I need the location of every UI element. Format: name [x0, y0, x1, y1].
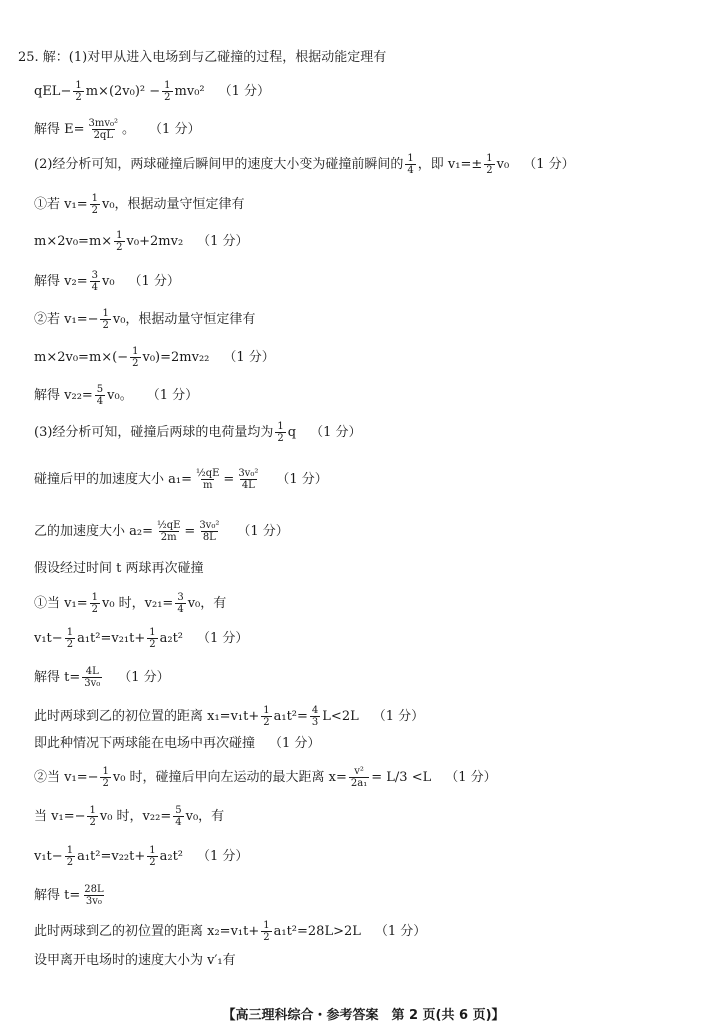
- fraction: [349, 766, 369, 789]
- fraction: [82, 666, 102, 689]
- solution-line: [34, 920, 707, 943]
- formula-middle: a₁t²=v₂₂t+: [77, 848, 146, 864]
- fraction-denominator: 2: [132, 358, 139, 369]
- formula-left: 解得 t=: [34, 669, 81, 685]
- fraction-numerator: 3: [177, 592, 184, 603]
- fraction-denominator: 3: [311, 717, 319, 728]
- fraction-denominator: 8L: [202, 532, 216, 543]
- solution-line: [34, 666, 707, 689]
- fraction-denominator: 2: [277, 433, 284, 444]
- solution-line: [18, 50, 707, 66]
- score-mark: （1 分）: [445, 769, 497, 785]
- formula-left: 解得 E=: [34, 121, 85, 137]
- fraction: [261, 920, 271, 943]
- fraction: [194, 468, 221, 491]
- score-mark: （1 分）: [310, 424, 362, 440]
- fraction-numerator: ½qE: [196, 468, 220, 479]
- formula-left: qEL−: [34, 83, 72, 99]
- formula-left: 当 v₁=−: [34, 808, 86, 824]
- score-mark: （1 分）: [197, 630, 249, 646]
- formula-left: v₁t−: [34, 630, 63, 646]
- fraction: [310, 705, 320, 728]
- line-text: 假设经过时间 t 两球再次碰撞: [34, 561, 204, 576]
- solution-line: [34, 520, 707, 543]
- fraction-numerator: 1: [91, 193, 98, 204]
- formula-left: 碰撞后甲的加速度大小 a₁=: [34, 471, 192, 487]
- solution-line: [34, 421, 707, 444]
- score-mark: （1 分）: [197, 233, 249, 249]
- fraction-numerator: 1: [116, 230, 123, 241]
- formula-middle: =: [184, 523, 196, 539]
- fraction-denominator: 4: [407, 165, 414, 176]
- formula-middle: v₀ 时，v₂₁=: [101, 595, 174, 611]
- solution-line: [34, 193, 707, 216]
- solution-line: [34, 953, 707, 969]
- fraction-numerator: v²: [354, 766, 364, 777]
- solution-line: [34, 705, 707, 728]
- score-mark: （1 分）: [197, 848, 249, 864]
- fraction-numerator: 3mv₀²: [88, 118, 119, 129]
- formula-right: a₂t²: [159, 848, 184, 864]
- formula-left: (2)经分析可知，两球碰撞后瞬间甲的速度大小变为碰撞前瞬间的: [34, 156, 404, 172]
- fraction: [155, 520, 182, 543]
- fraction-numerator: 3: [91, 270, 98, 281]
- score-mark: （1 分）: [118, 669, 170, 685]
- formula-left: 乙的加速度大小 a₂=: [34, 523, 153, 539]
- fraction-numerator: 4: [311, 705, 319, 716]
- formula-left: ①当 v₁=: [34, 595, 88, 611]
- line-text: 设甲离开电场时的速度大小为 v′₁有: [34, 953, 236, 968]
- fraction: [87, 805, 97, 828]
- fraction: [175, 592, 185, 615]
- formula-right: v₀，有: [185, 808, 225, 824]
- fraction-numerator: 1: [102, 766, 109, 777]
- formula-left: ②当 v₁=−: [34, 769, 99, 785]
- formula-left: 解得 v₂₂=: [34, 387, 93, 403]
- fraction-denominator: 2: [486, 165, 493, 176]
- fraction-denominator: 2: [66, 857, 74, 868]
- formula-right: v₀，根据动量守恒定律有: [101, 196, 245, 212]
- fraction-numerator: 1: [263, 920, 270, 931]
- fraction: [173, 805, 183, 828]
- fraction-denominator: 2: [66, 639, 74, 650]
- fraction: [484, 153, 494, 176]
- solution-line: [34, 592, 707, 615]
- fraction: [90, 270, 100, 293]
- fraction-numerator: 5: [96, 384, 104, 395]
- fraction-numerator: 1: [263, 705, 270, 716]
- fraction-denominator: 2: [91, 205, 98, 216]
- formula-left: m×2v₀=m×: [34, 233, 113, 249]
- formula-right: v₀，有: [187, 595, 227, 611]
- fraction: [95, 384, 105, 407]
- score-mark: （1 分）: [523, 156, 575, 172]
- fraction: [114, 230, 124, 253]
- fraction: [147, 845, 157, 868]
- formula-left: (3)经分析可知，碰撞后两球的电荷量均为: [34, 424, 274, 440]
- score-mark: （1 分）: [374, 923, 427, 939]
- fraction-numerator: 1: [407, 153, 414, 164]
- fraction-numerator: 1: [486, 153, 493, 164]
- fraction: [147, 627, 157, 650]
- fraction-numerator: 1: [164, 80, 171, 91]
- fraction-denominator: 2: [263, 717, 270, 728]
- fraction-numerator: 1: [75, 80, 82, 91]
- fraction-numerator: 1: [66, 845, 74, 856]
- page-footer: 【高三理科综合・参考答案 第 2 页(共 6 页)】: [222, 1008, 505, 1023]
- solution-line: [34, 736, 707, 752]
- fraction-denominator: 2: [91, 604, 98, 615]
- formula-left: 此时两球到乙的初位置的距离 x₁=v₁t+: [34, 708, 260, 724]
- solution-line: [34, 346, 707, 369]
- formula-right: = L/3 <L: [371, 769, 432, 785]
- solution-line: [34, 270, 707, 293]
- fraction-denominator: 2: [102, 778, 109, 789]
- formula-right: v₀，根据动量守恒定律有: [112, 311, 256, 327]
- fraction: [90, 592, 100, 615]
- fraction-denominator: 2a₁: [350, 778, 368, 789]
- score-mark: （1 分）: [237, 523, 289, 539]
- formula-right: a₂t²: [159, 630, 184, 646]
- fraction: [73, 80, 83, 103]
- fraction-numerator: 1: [91, 592, 98, 603]
- fraction-denominator: 4: [177, 604, 184, 615]
- fraction-numerator: 3v₀²: [199, 520, 220, 531]
- fraction-denominator: 3v₀: [85, 896, 102, 907]
- fraction-numerator: 1: [277, 421, 284, 432]
- fraction: [100, 766, 110, 789]
- formula-right: v₀+2mv₂: [126, 233, 184, 249]
- fraction: [82, 884, 105, 907]
- fraction-denominator: 2: [263, 932, 270, 943]
- formula-left: ②若 v₁=−: [34, 311, 99, 327]
- fraction: [275, 421, 285, 444]
- fraction-denominator: 2: [164, 92, 171, 103]
- fraction: [197, 520, 221, 543]
- fraction: [405, 153, 415, 176]
- fraction: [162, 80, 172, 103]
- fraction-numerator: 1: [132, 346, 139, 357]
- score-mark: （1 分）: [223, 349, 275, 365]
- solution-line: [34, 308, 707, 331]
- score-mark: （1 分）: [276, 471, 328, 487]
- formula-middle: a₁t²=: [273, 708, 308, 724]
- formula-left: ①若 v₁=: [34, 196, 88, 212]
- fraction-denominator: 3v₀: [84, 678, 101, 689]
- solution-line: [34, 845, 707, 868]
- fraction: [261, 705, 271, 728]
- fraction-numerator: ½qE: [157, 520, 181, 531]
- score-mark: （1 分）: [146, 387, 199, 403]
- fraction-denominator: 4: [175, 817, 182, 828]
- fraction-denominator: 4: [96, 396, 104, 407]
- line-text: 即此种情况下两球能在电场中再次碰撞: [34, 736, 256, 751]
- solution-line: [34, 561, 707, 577]
- score-mark: （1 分）: [149, 121, 201, 137]
- formula-middle: m×(2v₀)² −: [85, 83, 161, 99]
- fraction-numerator: 28L: [84, 884, 104, 895]
- fraction-numerator: 1: [89, 805, 96, 816]
- formula-middle: v₀ 时，v₂₂=: [99, 808, 172, 824]
- fraction-denominator: 4L: [241, 480, 255, 491]
- solution-line: [34, 153, 707, 176]
- formula-left: 解得 t=: [34, 887, 81, 903]
- fraction: [130, 346, 140, 369]
- formula-left: v₁t−: [34, 848, 63, 864]
- fraction-denominator: m: [202, 480, 213, 491]
- formula-middle: =: [223, 471, 235, 487]
- solution-line: [34, 468, 707, 491]
- fraction-denominator: 2m: [160, 532, 177, 543]
- fraction-numerator: 1: [149, 845, 156, 856]
- fraction: [87, 118, 121, 141]
- fraction-denominator: 2: [75, 92, 82, 103]
- formula-right: v₀。: [107, 387, 133, 403]
- fraction: [65, 627, 75, 650]
- formula-right: mv₀²: [174, 83, 205, 99]
- formula-left: 此时两球到乙的初位置的距离 x₂=v₁t+: [34, 923, 260, 939]
- fraction-numerator: 1: [149, 627, 156, 638]
- fraction-denominator: 2: [116, 242, 123, 253]
- solution-line: [34, 884, 707, 907]
- formula-right: q: [287, 424, 297, 440]
- fraction: [90, 193, 100, 216]
- fraction: [100, 308, 110, 331]
- formula-left: m×2v₀=m×(−: [34, 349, 129, 365]
- fraction-numerator: 4L: [85, 666, 99, 677]
- formula-right: L<2L: [322, 708, 359, 724]
- line-text: 25. 解：(1)对甲从进入电场到与乙碰撞的过程，根据动能定理有: [18, 50, 387, 65]
- fraction-denominator: 2: [102, 320, 109, 331]
- fraction-denominator: 2: [149, 639, 156, 650]
- fraction-numerator: 1: [66, 627, 74, 638]
- formula-right: v₀: [101, 273, 115, 289]
- solution-line: [34, 384, 707, 407]
- fraction-denominator: 4: [91, 282, 98, 293]
- fraction: [65, 845, 75, 868]
- solution-line: [34, 766, 707, 789]
- fraction-numerator: 1: [102, 308, 109, 319]
- solution-line: [34, 230, 707, 253]
- formula-right: v₀)=2mv₂₂: [142, 349, 210, 365]
- solution-line: [34, 805, 707, 828]
- formula-left: 解得 v₂=: [34, 273, 88, 289]
- fraction-denominator: 2: [89, 817, 96, 828]
- formula-middle: v₀ 时，碰撞后甲向左运动的最大距离 x=: [112, 769, 347, 785]
- fraction-denominator: 2qL: [93, 130, 113, 141]
- formula-right: v₀: [496, 156, 510, 172]
- score-mark: （1 分）: [372, 708, 425, 724]
- score-mark: （1 分）: [218, 83, 271, 99]
- solution-line: [34, 118, 707, 141]
- formula-right: 。: [122, 121, 136, 137]
- solution-line: [34, 80, 707, 103]
- score-mark: （1 分）: [269, 736, 321, 751]
- fraction-numerator: 5: [175, 805, 182, 816]
- formula-middle: a₁t²=v₂₁t+: [77, 630, 146, 646]
- formula-right: a₁t²=28L>2L: [273, 923, 361, 939]
- fraction: [236, 468, 260, 491]
- formula-middle: ，即 v₁=±: [417, 156, 483, 172]
- fraction-denominator: 2: [149, 857, 156, 868]
- fraction-numerator: 3v₀²: [238, 468, 259, 479]
- solution-line: [34, 627, 707, 650]
- score-mark: （1 分）: [128, 273, 180, 289]
